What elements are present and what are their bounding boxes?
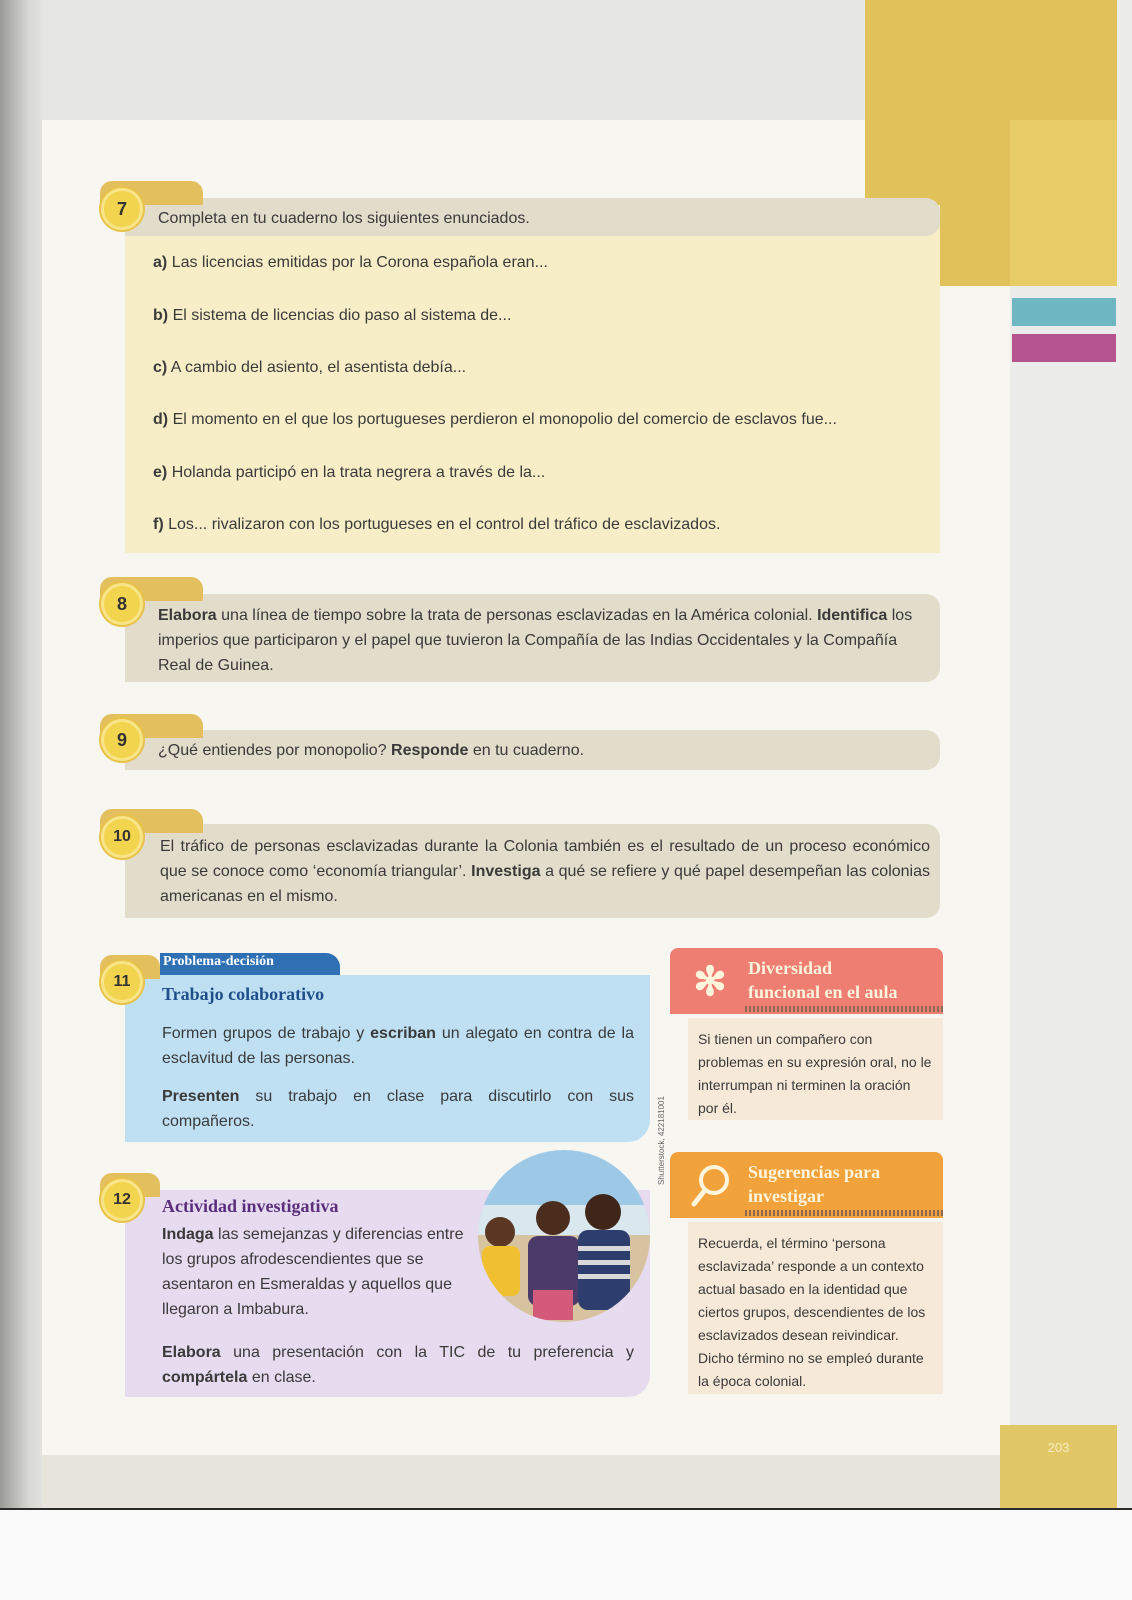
page-number-box (1000, 1425, 1117, 1510)
section-tab-teal (1012, 298, 1116, 326)
activity-9-text: ¿Qué entiendes por monopolio? Responde en tu cuaderno. (158, 742, 585, 759)
activity-11-paragraph-2: Presenten su trabajo en clase para discutirlo con sus compañeros. (162, 1088, 635, 1130)
asterisk-icon: ✻ (693, 960, 727, 1004)
activity-9-number: 9 (101, 719, 143, 761)
activity-12-paragraph-2: Elabora una presentación con la TIC de tu preferencia y compártela en clase. (162, 1344, 634, 1386)
activity-8-number: 8 (101, 583, 143, 625)
side-panel-sugerencias-title-2: investigar (748, 1186, 824, 1206)
side-panel-diversidad-title-2: funcional en el aula (748, 982, 898, 1002)
activity-11-number: 11 (101, 961, 143, 1003)
footer-band (42, 1455, 1010, 1510)
activity-11-box-top (125, 975, 650, 980)
list-item: d) El momento en el que los portugueses perdieron el monopolio del comercio de esclavos fue... (153, 411, 837, 428)
side-panel-diversidad-text: Si tienen un compañero con problemas en su expresión oral, no le interrumpan ni terminen la oración por él. (698, 1031, 932, 1116)
children-photo-illustration (478, 1150, 650, 1322)
scan-background (0, 1510, 1132, 1600)
divider (745, 1006, 943, 1012)
activity-7-instruction: Completa en tu cuaderno los siguientes enunciados. (158, 210, 530, 227)
side-panel-sugerencias-text: Recuerda, el término ‘persona esclavizada’ responde a un contexto actual basado en la identidad que ciertos grupos, descendientes de los esclavizados desean reivindicar. Dicho término no se empleó durante la época colonial. (698, 1235, 926, 1389)
list-item: c) A cambio del asiento, el asentista debía... (153, 359, 467, 376)
activity-10-text: El tráfico de personas esclavizadas durante la Colonia también es el resultado de un proceso económico que se conoce como ‘economía triangular’. Investiga a qué se refiere y qué papel desempeñan las colonias americanas en el mismo. (160, 838, 931, 905)
corner-decoration-edge (1010, 120, 1117, 286)
activity-8-text: Elabora una línea de tiempo sobre la trata de personas esclavizadas en la América colonial. Identifica los imperios que participaron y el papel que tuvieron la Compañía de las Indias Occidentales y la Compañía Real de Guinea. (158, 607, 913, 674)
activity-11-tag: Problema-decisión (163, 954, 274, 969)
list-item: e) Holanda participó en la trata negrera a través de la... (153, 464, 546, 481)
book-spine (0, 0, 42, 1510)
list-item: b) El sistema de licencias dio paso al sistema de... (153, 307, 512, 324)
activity-12-number: 12 (101, 1179, 143, 1221)
activity-12-paragraph-1: Indaga las semejanzas y diferencias entre los grupos afrodescendientes que se asentaron en Esmeraldas y aquellos que llegaron a Imbabura. (162, 1226, 464, 1318)
side-panel-diversidad-title-1: Diversidad (748, 958, 833, 978)
divider (745, 1210, 943, 1216)
magnifier-icon (688, 1162, 732, 1210)
activity-11-title: Trabajo colaborativo (162, 984, 325, 1004)
list-item: a) Las licencias emitidas por la Corona española eran... (153, 254, 548, 271)
activity-12-title: Actividad investigativa (162, 1196, 339, 1216)
side-panel-sugerencias-title-1: Sugerencias para (748, 1162, 881, 1182)
list-item: f) Los... rivalizaron con los portugueses en el control del tráfico de esclavizados. (153, 516, 721, 533)
activity-11-paragraph-1: Formen grupos de trabajo y escriban un alegato en contra de la esclavitud de las personas. (162, 1025, 634, 1067)
activity-7-number: 7 (101, 188, 143, 230)
activity-10-number: 10 (101, 816, 143, 858)
children-photo (478, 1150, 650, 1322)
page-number: 203 (1047, 1440, 1070, 1455)
photo-credit: Shutterstock, 422181001 (657, 1096, 666, 1185)
section-tab-magenta (1012, 334, 1116, 362)
